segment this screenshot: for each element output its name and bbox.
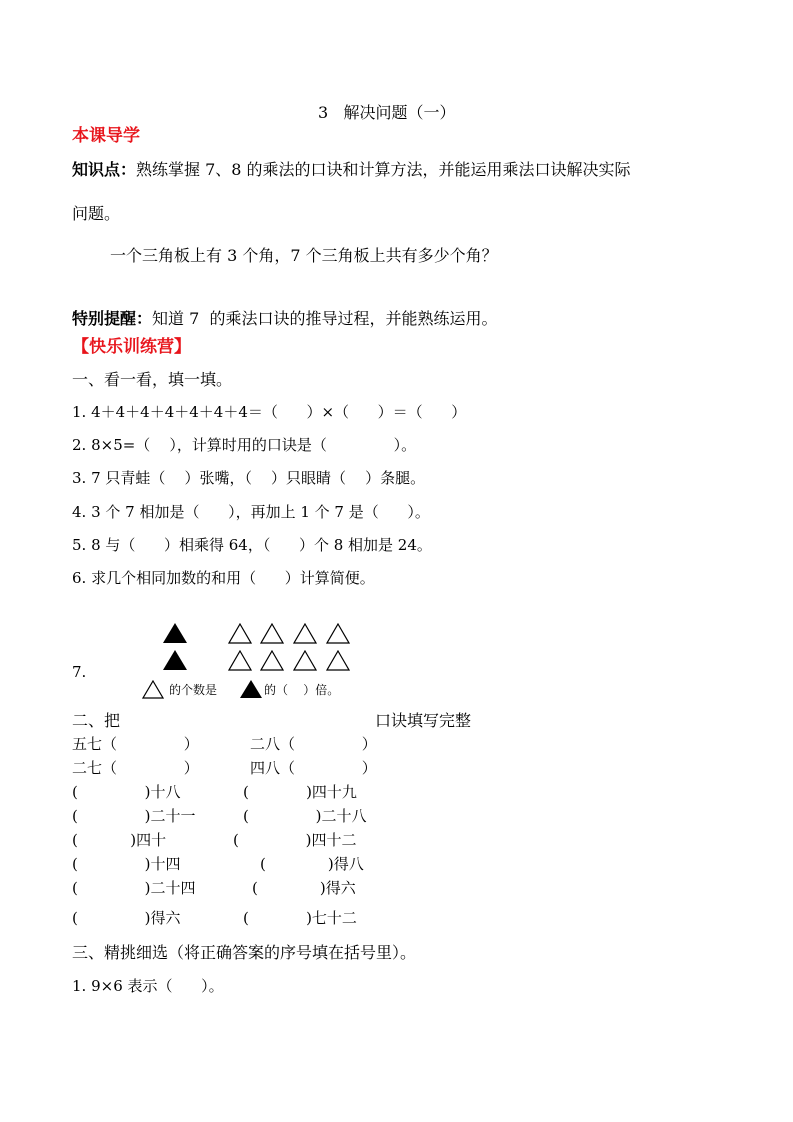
question-3: 3. 7 只青蛙（ ）张嘴，（ ）只眼睛（ ）条腿。 <box>72 469 426 487</box>
question-1: 1. 4＋4＋4＋4＋4＋4＋4＝（ ）×（ ）＝（ ） <box>72 403 467 421</box>
section-camp-heading: 【快乐训练营】 <box>72 337 191 357</box>
question-5: 5. 8 与（ ）相乘得 64，（ ）个 8 相加是 24。 <box>72 536 432 554</box>
page-title: 3 解决问题（一） <box>318 103 456 122</box>
rhyme-right-7: ( )得六 <box>252 879 356 897</box>
solid-triangle-icon <box>240 680 262 698</box>
part2-heading-right: 口诀填写完整 <box>375 711 472 730</box>
rhyme-right-1: 二八（ ） <box>250 735 377 753</box>
question-4: 4. 3 个 7 相加是（ ），再加上 1 个 7 是（ ）。 <box>72 503 430 521</box>
example-problem: 一个三角板上有 3 个角，7 个三角板上共有多少个角？ <box>110 246 498 265</box>
rhyme-left-3: ( )十八 <box>72 783 181 801</box>
rhyme-right-2: 四八（ ） <box>250 759 377 777</box>
rhyme-left-6: ( )十四 <box>72 855 181 873</box>
part1-heading: 一、看一看，填一填。 <box>72 370 233 389</box>
rhyme-right-8: ( )七十二 <box>243 909 357 927</box>
rhyme-right-5: ( )四十二 <box>233 831 357 849</box>
knowledge-text-cont: 问题。 <box>72 204 121 223</box>
rhyme-left-8: ( )得六 <box>72 909 181 927</box>
knowledge-text: 熟练掌握 7、8 的乘法的口诀和计算方法，并能运用乘法口诀解决实际 <box>136 160 631 179</box>
part3-heading: 三、精挑细选（将正确答案的序号填在括号里）。 <box>72 943 417 962</box>
question-6: 6. 求几个相同加数的和用（ ）计算简便。 <box>72 569 375 587</box>
rhyme-right-4: ( )二十八 <box>243 807 367 825</box>
reminder-text: 知道 7 的乘法口诀的推导过程，并能熟练运用。 <box>152 309 498 328</box>
caption-times-text: 的（ ）倍。 <box>264 683 340 697</box>
rhyme-left-5: ( )四十 <box>72 831 167 849</box>
rhyme-right-6: ( )得八 <box>260 855 364 873</box>
solid-triangle-icon <box>163 623 187 643</box>
caption-count-text: 的个数是 <box>169 683 218 697</box>
part3-question-1: 1. 9×6 表示（ ）。 <box>72 977 224 995</box>
rhyme-left-2: 二七（ ） <box>72 759 199 777</box>
knowledge-label: 知识点： <box>72 160 137 179</box>
knowledge-point <box>72 162 631 178</box>
rhyme-right-3: ( )四十九 <box>243 783 357 801</box>
rhyme-left-1: 五七（ ） <box>72 735 199 753</box>
rhyme-left-7: ( )二十四 <box>72 879 196 897</box>
section-guide-heading: 本课导学 <box>72 126 140 146</box>
solid-triangle-icon <box>163 650 187 670</box>
question-2: 2. 8×5=（ ），计算时用的口诀是（ ）。 <box>72 436 417 454</box>
rhyme-left-4: ( )二十一 <box>72 807 196 825</box>
special-reminder <box>72 311 497 327</box>
part2-heading-left: 二、把 <box>72 711 121 730</box>
reminder-label: 特别提醒： <box>72 309 153 328</box>
question-7-number: 7. <box>72 663 87 681</box>
